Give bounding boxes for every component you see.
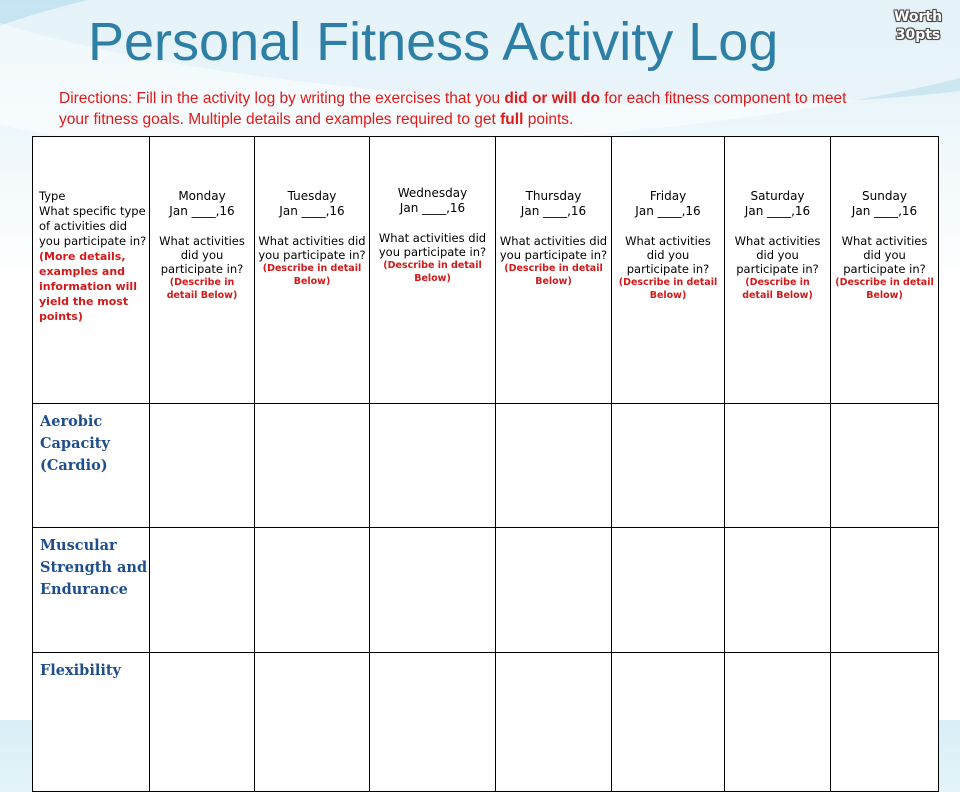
entry-cell-tuesday[interactable]: [255, 404, 370, 528]
entry-cell-tuesday[interactable]: [255, 653, 370, 792]
day-name: Sunday: [862, 189, 907, 203]
directions-part3: points.: [523, 111, 574, 128]
day-header-wednesday: [370, 137, 496, 404]
entry-cell-sunday[interactable]: [831, 404, 939, 528]
day-name: Friday: [649, 189, 687, 203]
points-badge-line2: 30pts: [895, 27, 941, 43]
day-date: Jan ____,16: [520, 204, 587, 218]
entry-cell-wednesday[interactable]: [370, 653, 496, 792]
entry-cell-monday[interactable]: [150, 528, 255, 653]
directions-text: [59, 88, 859, 130]
entry-cell-monday[interactable]: [150, 404, 255, 528]
table-row-muscular: [33, 528, 939, 653]
directions-part1: Directions: Fill in the activity log by writing the exercises that you: [59, 90, 505, 107]
day-question: What activities did you participate in?: [499, 234, 608, 262]
day-question: What activities did you participate in?: [378, 231, 487, 259]
directions-bold1: did or will do: [504, 90, 600, 107]
type-header-cell: [33, 137, 150, 404]
day-header-sunday: [831, 137, 939, 404]
day-note: (Describe in detail Below): [504, 263, 603, 287]
entry-cell-wednesday[interactable]: [370, 528, 496, 653]
entry-cell-thursday[interactable]: [496, 404, 612, 528]
points-badge: [888, 8, 948, 44]
day-note: (Describe in detail Below): [742, 277, 813, 301]
directions-bold2: full: [500, 111, 524, 128]
day-name: Tuesday: [287, 189, 337, 203]
row-label-muscular: Muscular Strength and Endurance: [33, 528, 150, 653]
day-name: Saturday: [750, 189, 805, 203]
type-header-title: Type: [39, 189, 66, 203]
activity-log-table: [32, 136, 939, 792]
day-question: What activities did you participate in?: [159, 234, 245, 276]
entry-cell-thursday[interactable]: [496, 653, 612, 792]
day-header-friday: [612, 137, 725, 404]
day-date: Jan ____,16: [635, 204, 701, 218]
entry-cell-saturday[interactable]: [725, 404, 831, 528]
day-note: (Describe in detail Below): [618, 277, 718, 301]
day-question: What activities did you participate in?: [625, 234, 711, 276]
day-note: (Describe in detail Below): [166, 277, 238, 301]
entry-cell-friday[interactable]: [612, 528, 725, 653]
day-date: Jan ____,16: [744, 204, 811, 218]
day-date: Jan ____,16: [279, 204, 345, 218]
entry-cell-wednesday[interactable]: [370, 404, 496, 528]
entry-cell-friday[interactable]: [612, 653, 725, 792]
day-question: What activities did you participate in?: [258, 234, 366, 262]
directions-part2: for each fitness component to meet your fitness goals. Multiple details and examples required to get: [59, 90, 847, 128]
entry-cell-sunday[interactable]: [831, 653, 939, 792]
table-row-aerobic: [33, 404, 939, 528]
day-date: Jan ____,16: [851, 204, 918, 218]
day-header-thursday: [496, 137, 612, 404]
type-header-note: (More details, examples and information will yield the most points): [39, 250, 137, 323]
entry-cell-thursday[interactable]: [496, 528, 612, 653]
day-header-monday: [150, 137, 255, 404]
table-row-flexibility: [33, 653, 939, 792]
day-question: What activities did you participate in?: [841, 234, 928, 276]
day-header-tuesday: [255, 137, 370, 404]
day-name: Wednesday: [397, 186, 468, 200]
table-header-row: [33, 137, 939, 404]
type-header-question: What specific type of activities did you participate in?: [39, 204, 147, 248]
entry-cell-monday[interactable]: [150, 653, 255, 792]
entry-cell-tuesday[interactable]: [255, 528, 370, 653]
day-date: Jan ____,16: [169, 204, 235, 218]
points-badge-line1: Worth: [893, 9, 943, 25]
day-header-saturday: [725, 137, 831, 404]
page-title: Personal Fitness Activity Log: [88, 12, 779, 72]
day-date: Jan ____,16: [399, 201, 466, 215]
entry-cell-saturday[interactable]: [725, 528, 831, 653]
row-label-flexibility: Flexibility: [33, 653, 150, 792]
day-note: (Describe in detail Below): [835, 277, 934, 301]
entry-cell-saturday[interactable]: [725, 653, 831, 792]
row-label-aerobic: Aerobic Capacity (Cardio): [33, 404, 150, 528]
day-question: What activities did you participate in?: [734, 234, 821, 276]
entry-cell-sunday[interactable]: [831, 528, 939, 653]
day-note: (Describe in detail Below): [262, 263, 362, 287]
entry-cell-friday[interactable]: [612, 404, 725, 528]
day-note: (Describe in detail Below): [383, 260, 482, 284]
day-name: Monday: [178, 189, 226, 203]
day-name: Thursday: [525, 189, 582, 203]
